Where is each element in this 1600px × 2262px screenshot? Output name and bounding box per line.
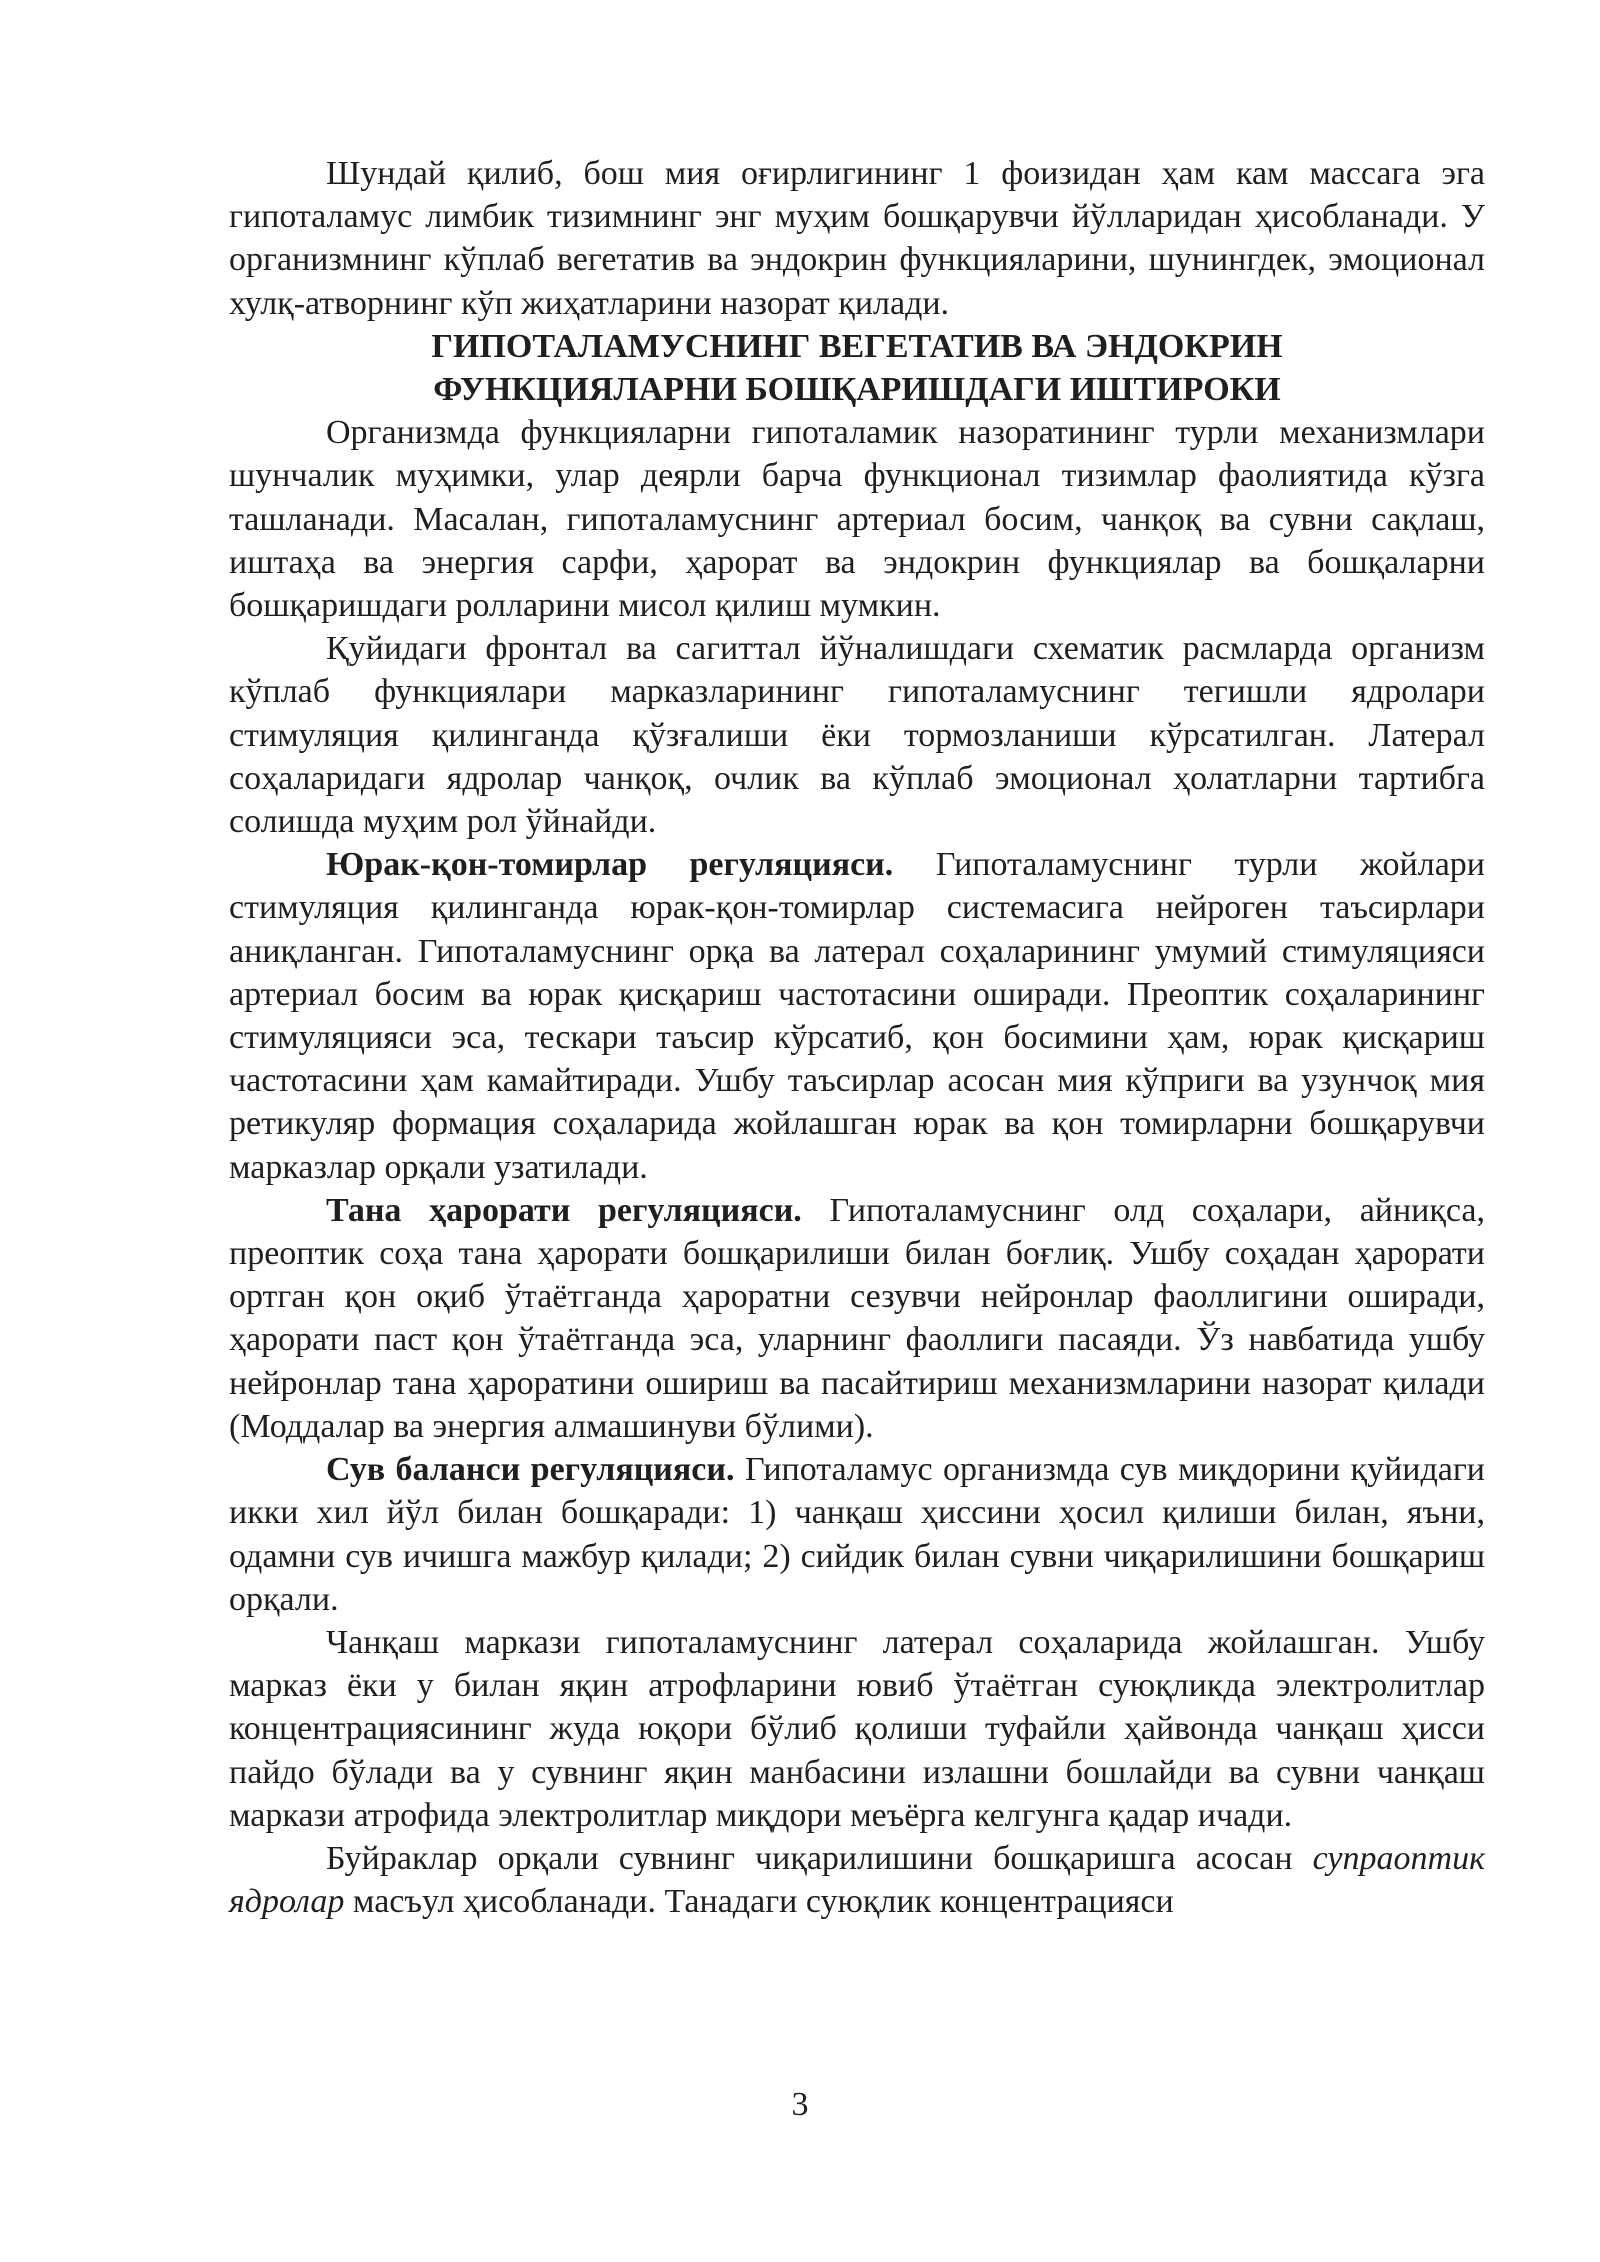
- paragraph-temperature: [229, 1189, 1485, 1448]
- section-heading-line-2: ФУНКЦИЯЛАРНИ БОШҚАРИШДАГИ ИШТИРОКИ: [433, 371, 1281, 409]
- paragraph-thirst-center: Чанқаш маркази гипоталамуснинг латерал соҳаларида жойлашган. Ушбу марказ ёки у билан яқин атрофларини ювиб ўтаётган суюқликда электролитлар концентрациясининг жуда юқори бўлиб қолиши туфайли ҳайвонда чанқаш ҳисси пайдо бўлади ва у сувнинг яқин манбасини излашни бошлайди ва сувни чанқаш маркази атрофида электролитлар миқдори меъёрга келгунга қадар ичади.: [229, 1623, 1485, 1834]
- paragraph-kidney: [229, 1837, 1485, 1923]
- paragraph-water-balance: [229, 1448, 1485, 1621]
- paragraph-schemes: Қуйидаги фронтал ва сагиттал йўналишдаги схематик расмларда организм кўплаб функциялари марказларининг гипоталамуснинг тегишли ядролари стимуляция қилинганда қўзғалиши ёки тормозланиши кўрсатилган. Латерал соҳаларидаги ядролар чанқоқ, очлик ва кўплаб эмоционал ҳолатларни тартибга солишда муҳим рол ўйнайди.: [229, 630, 1485, 841]
- section-heading: [229, 325, 1485, 411]
- kidney-text-start: Буйраклар орқали сувнинг чиқарилишини бошқаришга асосан: [326, 1839, 1313, 1877]
- temperature-text: Гипоталамуснинг олд соҳалари, айниқса, преоптик соҳа тана ҳарорати бошқарилиши билан боғлиқ. Ушбу соҳадан ҳарорати ортган қон оқиб ўтаётганда ҳароратни сезувчи нейронлар фаоллигини оширади, ҳарорати паст қон ўтаётганда эса, уларнинг фаоллиги пасаяди. Ўз навбатида ушбу нейронлар тана ҳароратини ошириш ва пасайтириш механизмларини назорат қилади (Моддалар ва энергия алмашинуви бўлими).: [229, 1191, 1485, 1445]
- cardio-lead: Юрак-қон-томирлар регуляцияси.: [326, 846, 894, 884]
- page-number: 3: [791, 2086, 809, 2123]
- cardio-text: Гипоталамуснинг турли жойлари стимуляция қилинганда юрак-қон-томирлар системасига нейроген таъсирлари аниқланган. Гипоталамуснинг орқа ва латерал соҳаларининг умумий стимуляцияси артериал босим ва юрак қисқариш частотасини оширади. Преоптик соҳаларининг стимуляцияси эса, тескари таъсир кўрсатиб, қон босимини ҳам, юрак қисқариш частотасини ҳам камайтиради. Ушбу таъсирлар асосан мия кўприги ва узунчоқ мия ретикуляр формация соҳаларида жойлашган юрак ва қон томирларни бошқарувчи марказлар орқали узатилади.: [229, 846, 1485, 1186]
- document-body: [229, 152, 1485, 1923]
- paragraph-mechanisms: Организмда функцияларни гипоталамик назоратининг турли механизмлари шунчалик муҳимки, улар деярли барча функционал тизимлар фаолиятида кўзга ташланади. Масалан, гипоталамуснинг артериал босим, чанқоқ ва сувни сақлаш, иштаҳа ва энергия сарфи, ҳарорат ва эндокрин функциялар ва бошқаларни бошқаришдаги ролларини мисол қилиш мумкин.: [229, 414, 1485, 625]
- water-balance-text: Гипоталамус организмда сув миқдорини қуйидаги икки хил йўл билан бошқаради: 1) чанқаш ҳиссини ҳосил қилиши билан, яъни, одамни сув ичишга мажбур қилади; 2) сийдик билан сувни чиқарилишини бошқариш орқали.: [229, 1451, 1486, 1618]
- kidney-term: супраоптик ядролар: [229, 1839, 1485, 1921]
- temperature-lead: Тана ҳарорати регуляцияси.: [326, 1191, 802, 1229]
- kidney-text-end: масъул ҳисобланади. Танадаги суюқлик концентрацияси: [344, 1883, 1174, 1921]
- paragraph-cardio: [229, 843, 1485, 1189]
- water-balance-lead: Сув баланси регуляцияси.: [326, 1451, 735, 1489]
- section-heading-line-1: ГИПОТАЛАМУСНИНГ ВЕГЕТАТИВ ВА ЭНДОКРИН: [431, 327, 1283, 365]
- paragraph-intro: Шундай қилиб, бош мия оғирлигининг 1 фоизидан ҳам кам массага эга гипоталамус лимбик тизимнинг энг муҳим бошқарувчи йўлларидан ҳисобланади. У организмнинг кўплаб вегетатив ва эндокрин функцияларини, шунингдек, эмоционал хулқ-атворнинг кўп жиҳатларини назорат қилади.: [229, 155, 1485, 322]
